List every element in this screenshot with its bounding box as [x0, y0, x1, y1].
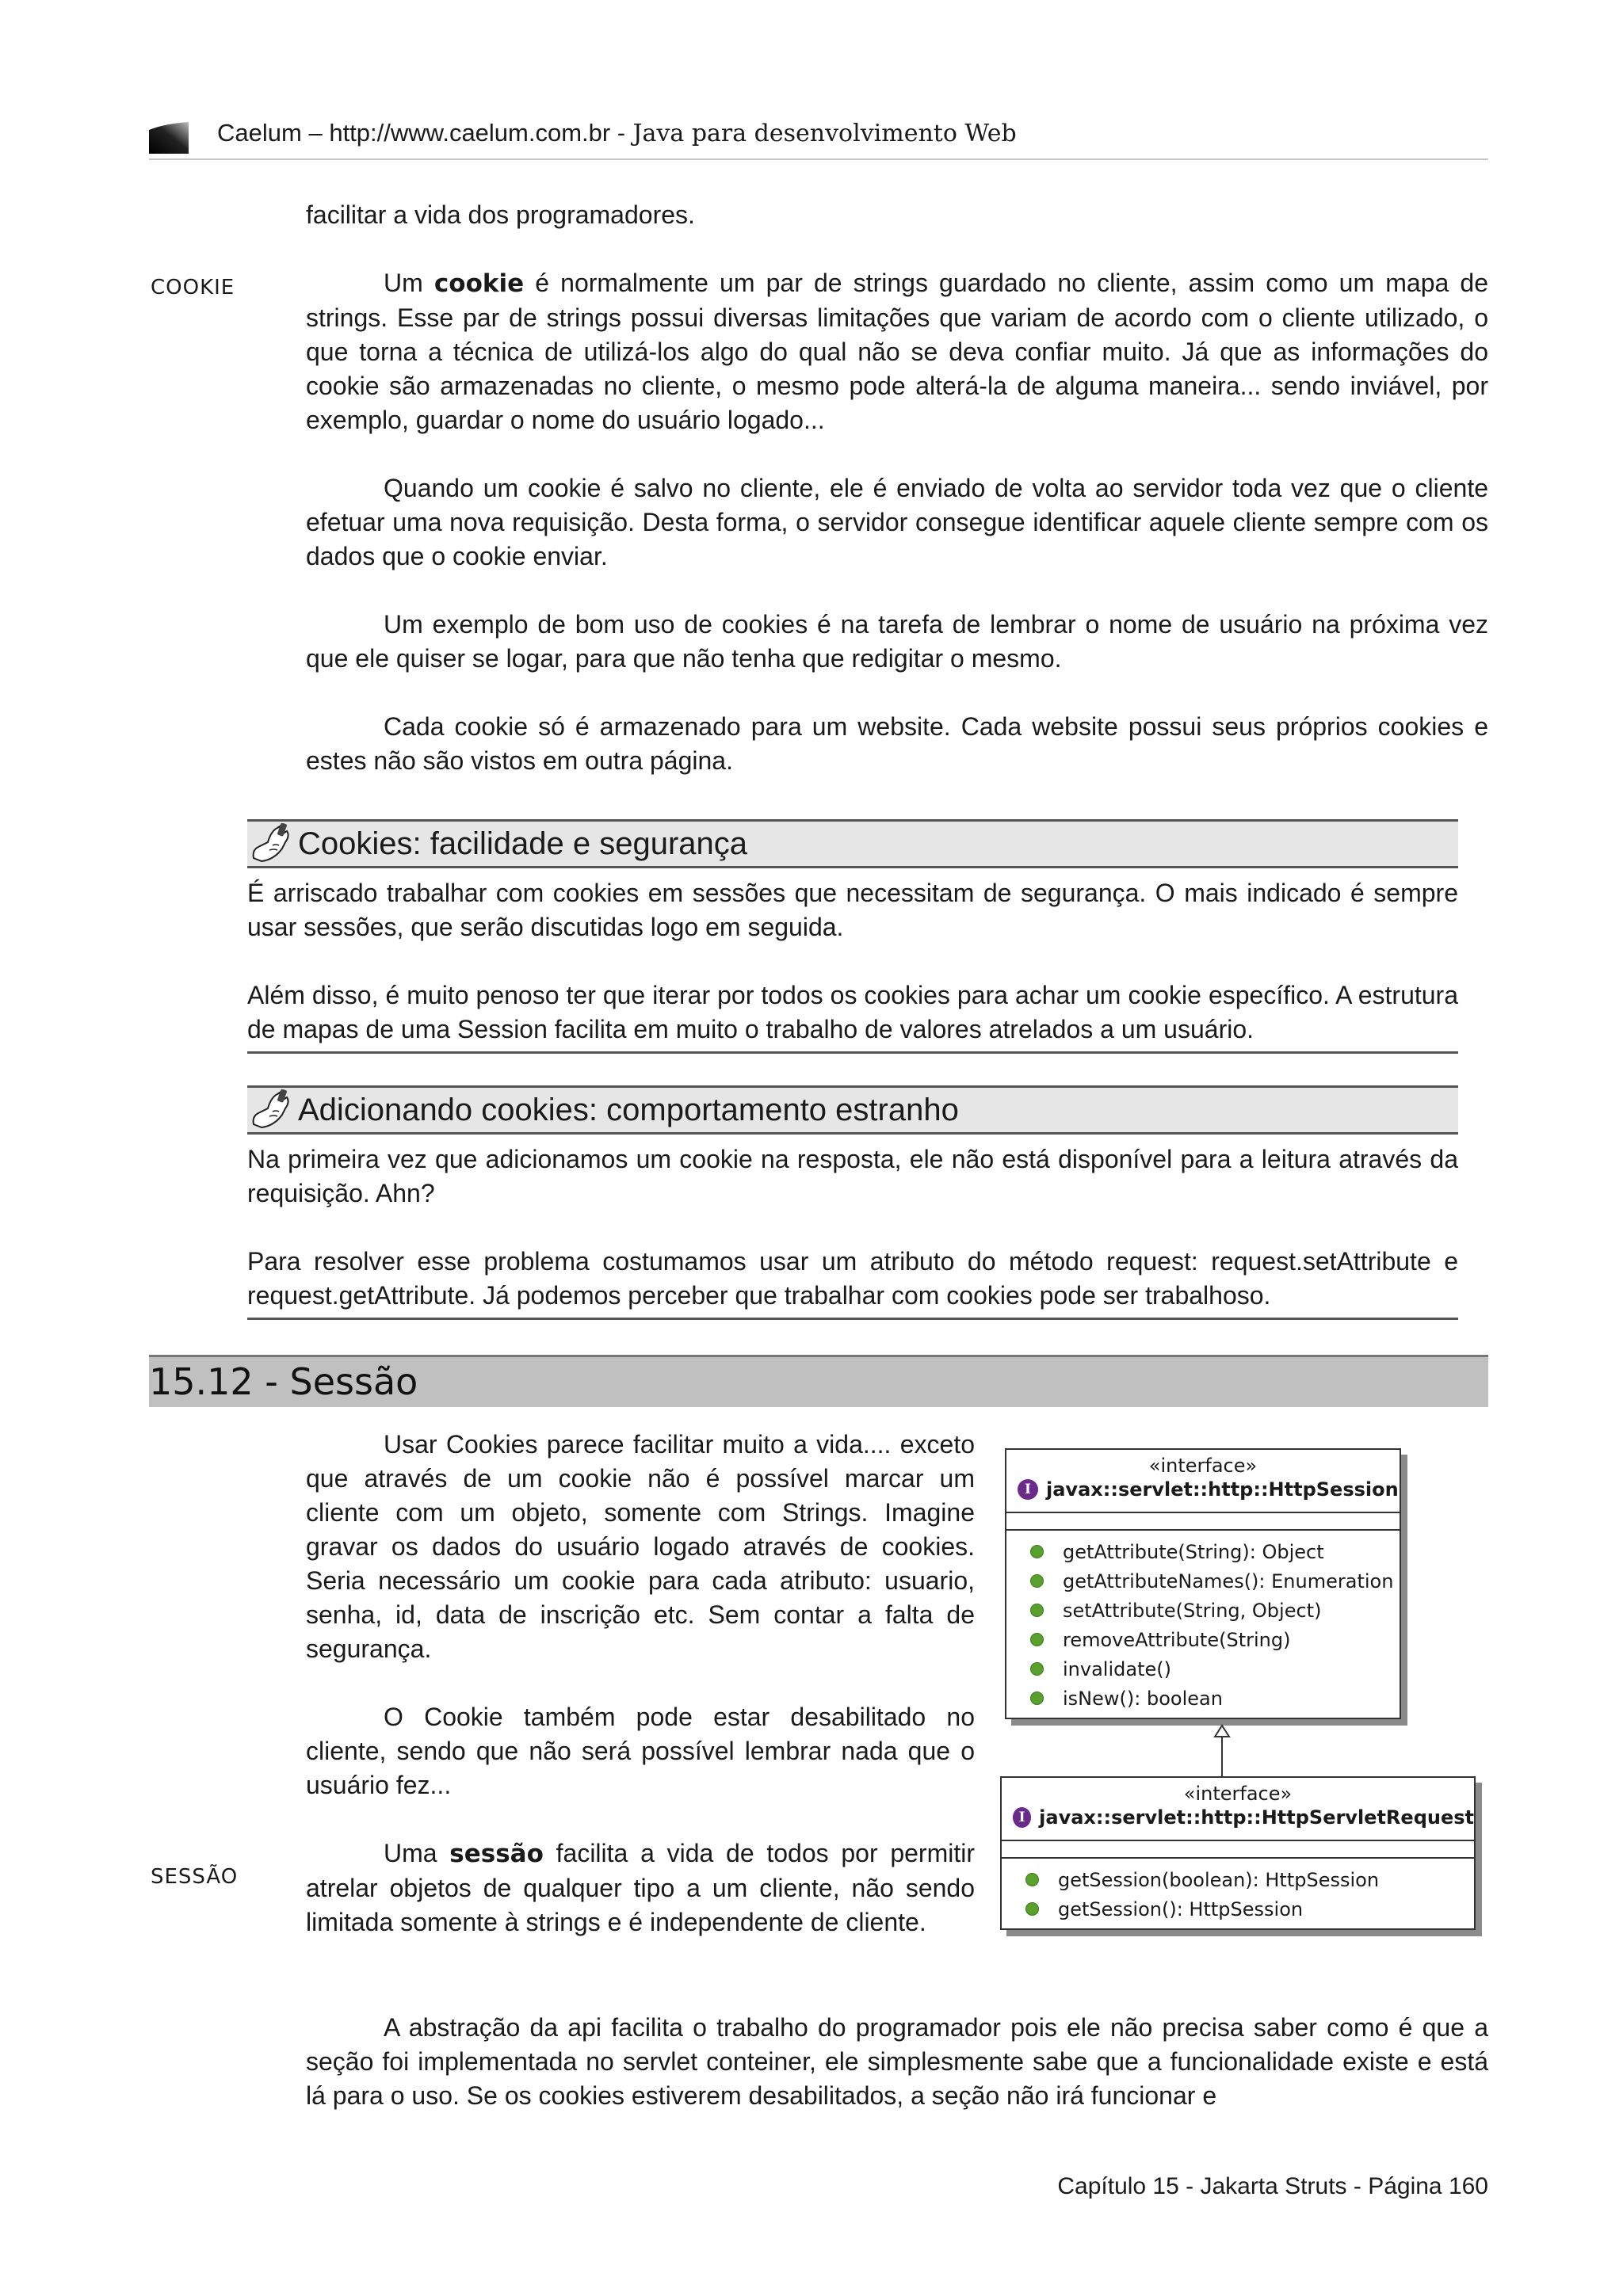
session-paragraph-1: Usar Cookies parece facilitar muito a vida.... exceto que através de um cookie não é possível marcar um cliente com um objeto, somente com Strings. Imagine gravar os dados do usuário logado através de cookies. Seria necessário um cookie para cada atributo: usuario, senha, id, data de inscrição etc. Sem contar a falta de segurança.: [306, 1430, 975, 1663]
uml-class-header: [1006, 1450, 1400, 1501]
note-body: [247, 868, 1458, 1047]
header-separator: –: [308, 119, 323, 147]
note2-paragraph-1: Na primeira vez que adicionamos um cookie na resposta, ele não está disponível para a leitura através da requisição. Ahn?: [247, 1145, 1458, 1207]
intro-paragraph: facilitar a vida dos programadores.: [306, 200, 695, 229]
section-title: 15.12 - Sessão: [149, 1360, 418, 1403]
uml-operation-text: setAttribute(String, Object): [1063, 1599, 1322, 1622]
note-bottom-rule: [247, 1051, 1458, 1054]
note-box-adding-cookies: [247, 1085, 1458, 1320]
public-method-icon: [1030, 1633, 1044, 1646]
public-method-icon: [1030, 1574, 1044, 1588]
uml-class-name: [1006, 1478, 1400, 1501]
cookie-p1-post: é normalmente um par de strings guardado no cliente, assim como um mapa de strings. Esse par de strings possui diversas limitações que variam de acordo com o cliente utilizado, o que torna a técnica de utilizá-los algo do qual não se deva confiar muito. Já que as informações do cookie são armazenadas no cliente, o mesmo pode alterá-la de alguma maneira... sendo inviável, por exemplo, guardar o nome do usuário logado...: [306, 269, 1489, 434]
uml-operation-text: isNew(): boolean: [1063, 1687, 1223, 1710]
page-footer: Capítulo 15 - Jakarta Struts - Página 160: [1057, 2173, 1488, 2199]
note-body: [247, 1135, 1458, 1313]
section-header: [149, 1355, 1488, 1407]
uml-operation: [1006, 1625, 1400, 1654]
note-header: [247, 1085, 1458, 1135]
cookie-paragraph-3: Um exemplo de bom uso de cookies é na tarefa de lembrar o nome de usuário na próxima vez que ele quiser se logar, para que não tenha que redigitar o mesmo.: [306, 610, 1488, 673]
session-p3-pre: Uma: [384, 1839, 450, 1867]
uml-operation: [1002, 1894, 1474, 1924]
note1-paragraph-1: É arriscado trabalhar com cookies em sessões que necessitam de segurança. O mais indicado é sempre usar sessões, que serão discutidas logo em seguida.: [247, 879, 1458, 941]
session-paragraph-3: [306, 1836, 975, 1939]
uml-operation: [1006, 1596, 1400, 1625]
cookie-term: cookie: [433, 269, 525, 298]
running-header: [217, 119, 1017, 147]
uml-operation-text: invalidate(): [1063, 1657, 1171, 1680]
uml-operation: [1006, 1684, 1400, 1713]
uml-operation: [1006, 1537, 1400, 1566]
session-paragraph-4: A abstração da api facilita o trabalho do programador pois ele não precisa saber como é que a seção foi implementada no servlet conteiner, ele simplesmente sabe que a funcionalidade existe e está lá para o uso. Se os cookies estiverem desabilitados, a seção não irá funcionar e: [306, 2013, 1488, 2110]
note1-paragraph-2: Além disso, é muito penoso ter que iterar por todos os cookies para achar um cookie específico. A estrutura de mapas de uma Session facilita em muito o trabalho de valores atrelados a um usuário.: [247, 981, 1458, 1043]
public-method-icon: [1030, 1545, 1044, 1558]
public-method-icon: [1030, 1662, 1044, 1676]
public-method-icon: [1030, 1691, 1044, 1705]
uml-stereotype: «interface»: [1148, 1455, 1258, 1477]
session-text-column: [306, 1428, 975, 1939]
uml-operation-text: getAttributeNames(): Enumeration: [1063, 1569, 1394, 1592]
uml-operation: [1006, 1654, 1400, 1684]
writing-hand-icon: [250, 823, 295, 864]
abstraction-text-block: [306, 2011, 1488, 2113]
uml-class-header: [1002, 1778, 1474, 1829]
cookie-paragraph-1: [306, 266, 1488, 437]
uml-operation-text: removeAttribute(String): [1063, 1628, 1291, 1651]
uml-class-name-text: javax::servlet::http::HttpSession: [1046, 1478, 1399, 1501]
note-header: [247, 819, 1458, 868]
cookie-paragraph-2: Quando um cookie é salvo no cliente, ele é enviado de volta ao servidor toda vez que o cliente efetuar uma nova requisição. Desta forma, o servidor consegue identificar aquele cliente sempre com os dados que o cookie enviar.: [306, 474, 1488, 570]
note2-paragraph-2: Para resolver esse problema costumamos usar um atributo do método request: request.setAttribute e request.getAttribute. Já podemos perceber que trabalhar com cookies pode ser trabalhoso.: [247, 1247, 1458, 1310]
uml-httpservletrequest: [1000, 1776, 1476, 1930]
uml-stereotype: «interface»: [1183, 1783, 1293, 1805]
margin-label-cookie: COOKIE: [151, 276, 235, 299]
uml-inheritance-arrow: [1212, 1724, 1232, 1779]
note-title: Adicionando cookies: comportamento estranho: [298, 1092, 959, 1127]
header-book-title: - Java para desenvolvimento Web: [617, 120, 1017, 147]
interface-badge-icon: I: [1013, 1807, 1031, 1828]
cookie-paragraph-4: Cada cookie só é armazenado para um website. Cada website possui seus próprios cookies e estes não são vistos em outra página.: [306, 712, 1488, 775]
uml-operations: [1006, 1531, 1400, 1718]
uml-operation-text: getAttribute(String): Object: [1063, 1540, 1324, 1563]
uml-operation: [1006, 1566, 1400, 1596]
uml-operation-text: getSession(boolean): HttpSession: [1058, 1868, 1380, 1891]
writing-hand-icon: [250, 1089, 295, 1131]
session-term: sessão: [449, 1840, 544, 1868]
session-paragraph-2: O Cookie também pode estar desabilitado no cliente, sendo que não será possível lembrar nada que o usuário fez...: [306, 1703, 975, 1799]
header-brand: Caelum: [217, 119, 302, 147]
uml-class-name: [1002, 1806, 1474, 1829]
public-method-icon: [1030, 1604, 1044, 1617]
uml-operation-text: getSession(): HttpSession: [1058, 1897, 1304, 1920]
note-bottom-rule: [247, 1318, 1458, 1320]
public-method-icon: [1025, 1902, 1039, 1916]
interface-badge-icon: I: [1018, 1479, 1038, 1500]
margin-label-session: SESSÃO: [151, 1865, 239, 1889]
public-method-icon: [1025, 1873, 1039, 1886]
cookie-text-block: [306, 198, 1488, 778]
session-p3-post: facilita a vida de todos por permitir atrelar objetos de qualquer tipo a um cliente, não sendo limitada somente à strings e é independente de cliente.: [306, 1839, 976, 1936]
uml-operations: [1002, 1859, 1474, 1928]
cookie-p1-pre: Um: [384, 269, 434, 297]
caelum-logo-icon: [149, 122, 189, 154]
uml-httpsession: [1005, 1448, 1401, 1719]
note-box-cookies-security: [247, 819, 1458, 1054]
note-title: Cookies: facilidade e segurança: [298, 826, 748, 861]
header-rule: [149, 158, 1488, 160]
uml-operation: [1002, 1865, 1474, 1894]
header-url[interactable]: http://www.caelum.com.br: [329, 119, 611, 147]
uml-class-name-text: javax::servlet::http::HttpServletRequest: [1039, 1806, 1474, 1829]
